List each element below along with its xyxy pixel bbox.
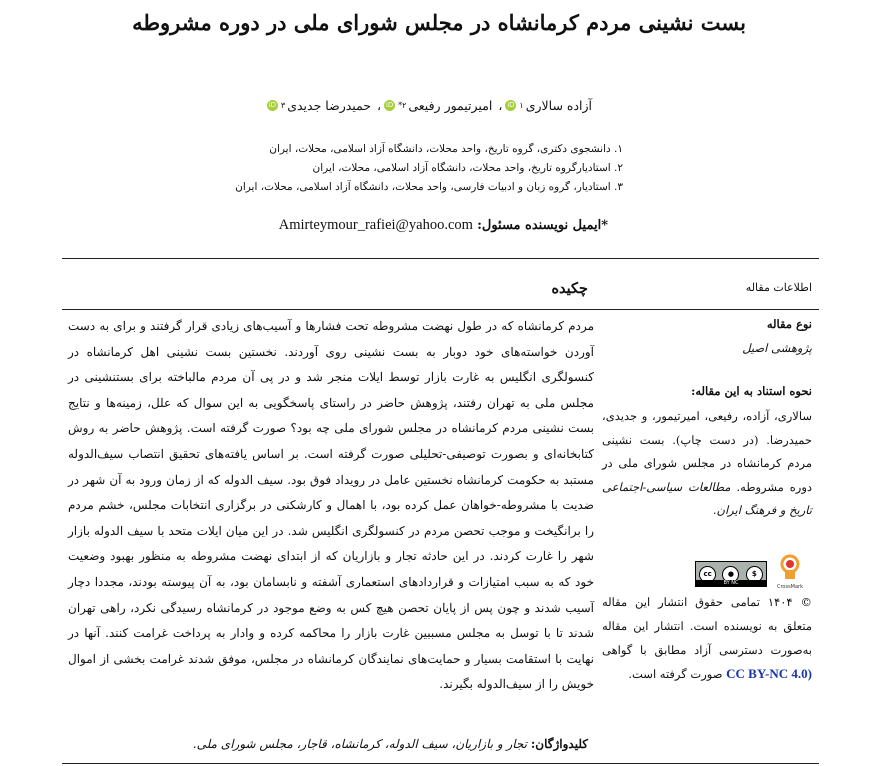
cc-logo-icon: cc [699,566,716,583]
citation-body: سالاری، آزاده، رفیعی، امیرتیمور، و جدیدی، حمیدرضا. (در دست چاپ). بست نشینی مردم کرمانشاه در مجلس شورای ملی در دوره مشروطه. [602,409,813,494]
crossmark-label: CrossMark [776,584,804,590]
author-sup: ۳ [280,101,286,110]
author-name: آزاده سالاری [525,98,592,113]
divider [62,258,819,259]
author-name: امیرتیمور رفیعی [408,98,493,113]
article-type-title: نوع مقاله [766,317,812,331]
cc-license-icon[interactable] [695,561,767,587]
article-info-header: اطلاعات مقاله [745,281,812,294]
crossmark-icon[interactable] [770,554,810,588]
keywords [193,737,588,751]
affiliation: ۱. دانشجوی دکتری، گروه تاریخ، واحد محلات، دانشگاه آزاد اسلامی، محلات، ایران [269,143,623,155]
author-sup: ۲* [398,101,407,110]
corresponding-email [279,217,608,234]
divider [62,763,819,764]
article-title: بست نشینی مردم کرمانشاه در مجلس شورای ملی در دوره مشروطه [132,10,746,35]
keywords-value: تجار و بازاریان، سیف الدوله، کرمانشاه، قاجار، مجلس شورای ملی. [192,737,528,751]
abstract-header: چکیده [551,280,588,297]
crossmark-logo-icon [779,554,801,580]
noncommercial-icon: $ [746,566,763,583]
article-type-value: پژوهشی اصیل [742,341,812,355]
affiliation-list [235,140,623,197]
license-link[interactable]: (CC BY-NC 4.0 [726,666,812,682]
affiliation: ۲. استادیارگروه تاریخ، واحد محلات، دانشگاه آزاد اسلامی، محلات، ایران [312,162,623,174]
author-list [266,98,592,113]
abstract-text: مردم کرمانشاه که در طول نهضت مشروطه تحت فشارها و آسیب‌های زیادی قرار گرفتند و برای به دست آوردن خواسته‌های خود دوبار به بست نشینی روی آوردند. نخستین بست نشینی اهل کرمانشاه در کنسولگری انگلیس به غارت بازار توسط ایلات منجر شد و در پی آن مردم مالباخته برای بستنشینی در مجلس ملی به تهران رفتند، پژوهش حاضر در راستای پاسخگویی به این سوال که علل، زمینه‌ها و نتایج بست نشینی مردم کرمانشاه در مجلس شورای ملی چه بود؟ صورت گرفته است. پژوهش حاضر به روش کتابخانه‌ای و بصورت توصیفی-تحلیلی صورت گرفته است. بر اساس یافته‌های تحقیق انتصاب سیف‌الدوله مستبد به حکومت کرمانشاه نخستین عامل در رویداد فوق بود. سیف الدوله که از زمان ورود به آن شهر در ضدیت با مشروطه-خواهان عمل کرده بود، با اهمال و کارشکنی در برگزاری انتخابات مجلس، خشم مردم را برانگیخت و موجب تحصن مردم در کنسولگری انگلیس شد. در این میان ایلات متحد با سیف الدوله بازار شهر را غارت کردند. در این حادثه تجار و بازاریان که از ابتدای نهضت مشروطه به منظور بهبود وضعیت خود که به سبب امتیازات و قراردادهای استعماری آشفته و نابسامان بود، به آن پیوسته بودند، مجددا دچار آسیب شدند و چون پس از پایان تحصن هیچ کس به وضع موجود در کرمانشاه رسیدگی نکرد، راهی تهران شدند تا با توسل به مجلس مسببین غارت بازار را محاکمه کرده و وادار به پرداخت غرامت کنند. آنها در نهایت با استقامت بسیار و حمایت‌های نمایندگان کرمانشاه در مجلس، موفق شدند غرامت بخشی از اموال خویش را از سیف‌الدوله بگیرند. [68,319,595,692]
attribution-icon: ● [722,566,739,583]
email-label: *ایمیل نویسنده مسئول: [477,218,608,233]
citation-journal: مطالعات سیاسی-اجتماعی تاریخ و فرهنگ ایران. [602,479,812,517]
orcid-icon[interactable]: iD [385,101,394,109]
license-text [602,591,812,687]
cc-badge-labels: BY NC [696,580,766,586]
author-sup: ۱ [519,101,524,110]
email-link[interactable]: Amirteymour_rafiei@yahoo.com [278,217,473,233]
divider [62,309,819,310]
author-name: حمیدرضا جدیدی [287,98,372,113]
author-sep: ، [373,98,382,113]
citation-title: نحوه استناد به این مقاله: [691,384,812,398]
keywords-label: کلیدواژگان: [530,737,588,751]
license-tail: صورت گرفته است. [628,667,723,682]
orcid-icon[interactable]: iD [507,101,515,109]
affiliation: ۳. استادیار، گروه زبان و ادبیات فارسی، واحد محلات، دانشگاه آزاد اسلامی، محلات، ایران [235,181,623,193]
license-body: © ۱۴۰۴ تمامی حقوق انتشار این مقاله متعلق به نویسنده است. انتشار این مقاله به‌صورت دسترسی آزاد مطابق با گواهی [602,595,812,657]
orcid-icon[interactable]: iD [268,101,277,109]
author-sep: ، [494,98,503,113]
citation-text [602,405,812,523]
